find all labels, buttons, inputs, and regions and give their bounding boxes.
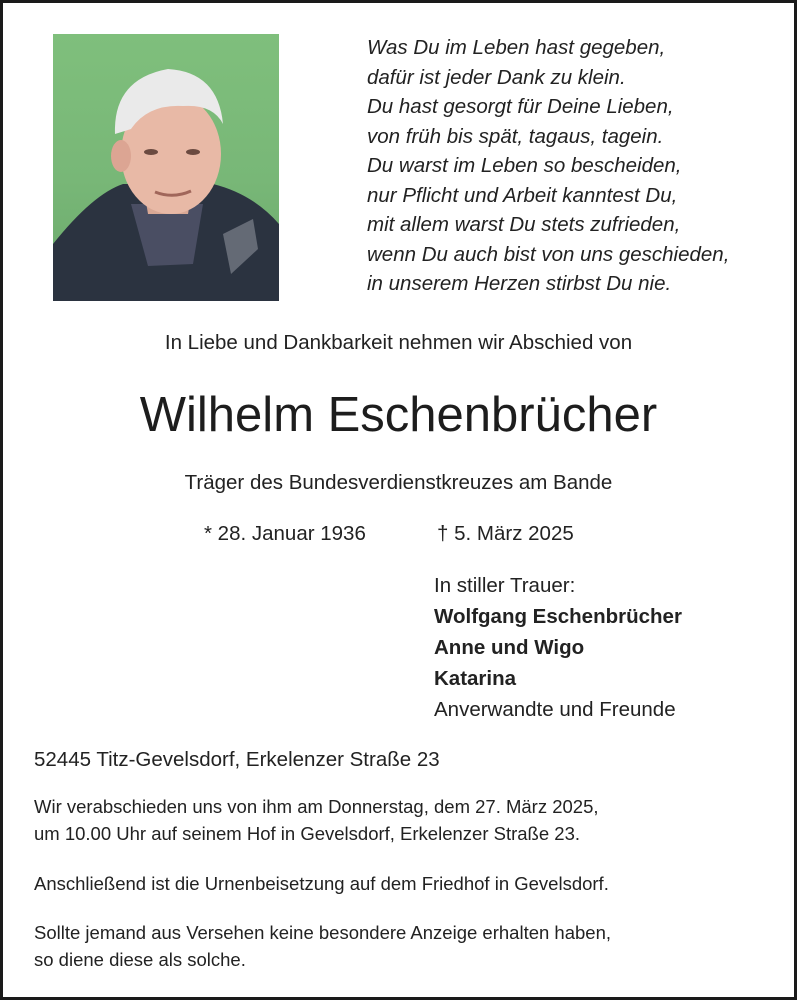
burial-line: Anschließend ist die Urnenbeisetzung auf dem Friedhof in Gevelsdorf. <box>34 873 609 894</box>
mourners-block <box>434 570 682 725</box>
poem-line: Was Du im Leben hast gegeben, <box>367 36 666 59</box>
mourner-name: Katarina <box>434 667 517 690</box>
portrait-photo <box>53 34 279 301</box>
death-date: † 5. März 2025 <box>437 522 574 545</box>
deceased-name: Wilhelm Eschenbrücher <box>139 388 658 442</box>
family-address: 52445 Titz-Gevelsdorf, Erkelenzer Straße 23 <box>34 748 440 771</box>
mourner-name: Wolfgang Eschenbrücher <box>434 605 682 628</box>
notice-line: so diene diese als solche. <box>34 949 246 970</box>
farewell-line: um 10.00 Uhr auf seinem Hof in Gevelsdorf, Erkelenzer Straße 23. <box>34 823 581 844</box>
poem <box>367 33 777 299</box>
poem-line: wenn Du auch bist von uns geschieden, <box>367 242 730 266</box>
mourner-name: Anne und Wigo <box>434 636 585 659</box>
closing-notice <box>34 919 611 973</box>
portrait-photo-icon <box>53 34 279 301</box>
farewell-details <box>34 793 599 847</box>
poem-line: in unserem Herzen stirbst Du nie. <box>367 272 672 295</box>
farewell-intro: In Liebe und Dankbarkeit nehmen wir Abschied von <box>164 331 633 354</box>
poem-line: mit allem warst Du stets zufrieden, <box>367 213 681 236</box>
poem-line: nur Pflicht und Arbeit kanntest Du, <box>367 183 678 207</box>
farewell-line: Wir verabschieden uns von ihm am Donnerstag, dem 27. März 2025, <box>34 796 599 817</box>
deceased-honor: Träger des Bundesverdienstkreuzes am Bande <box>184 471 613 494</box>
notice-line: Sollte jemand aus Versehen keine besondere Anzeige erhalten haben, <box>34 922 612 943</box>
poem-line: Du warst im Leben so bescheiden, <box>367 154 682 177</box>
burial-notice <box>34 870 609 897</box>
birth-date: * 28. Januar 1936 <box>204 522 366 545</box>
poem-line: Du hast gesorgt für Deine Lieben, <box>367 95 674 118</box>
poem-line: dafür ist jeder Dank zu klein. <box>367 65 626 89</box>
mourners-heading: In stiller Trauer: <box>434 574 576 597</box>
mourners-others: Anverwandte und Freunde <box>434 698 676 721</box>
poem-line: von früh bis spät, tagaus, tagein. <box>367 124 664 148</box>
